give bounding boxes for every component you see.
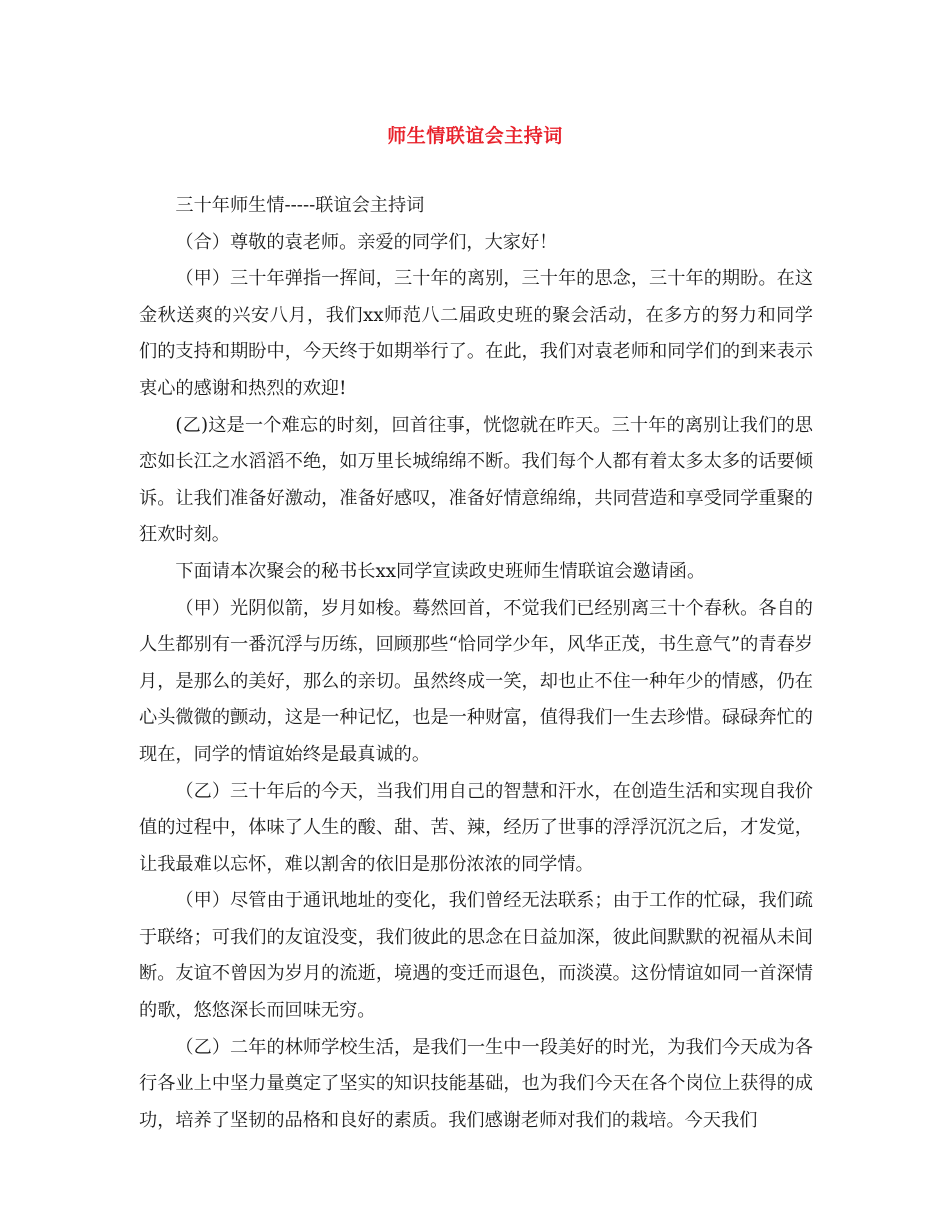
paragraph-greeting: （合）尊敬的袁老师。亲爱的同学们，大家好！ xyxy=(175,231,558,253)
document-title: 师生情联谊会主持词 xyxy=(387,125,563,147)
paragraph: (乙)这是一个难忘的时刻，回首往事，恍惚就在昨天。三十年的离别让我们的思恋如长江之水滔滔不绝，如万里长城绵绵不断。我们每个人都有着太多太多的话要倾诉。让我们准备好激动，准备好感叹，准备好情意绵绵，共同营造和享受同学重聚的狂欢时刻。 xyxy=(139,414,813,546)
document-body xyxy=(139,188,813,1139)
paragraph: （甲）尽管由于通讯地址的变化，我们曾经无法联系；由于工作的忙碌，我们疏于联络；可我们的友谊没变，我们彼此的思念在日益加深，彼此间默默的祝福从未间断。友谊不曾因为岁月的流逝，境遇的变迁而退色，而淡漠。这份情谊如同一首深情的歌，悠悠深长而回味无穷。 xyxy=(139,890,813,1022)
paragraph: （甲）三十年弹指一挥间，三十年的离别，三十年的思念，三十年的期盼。在这金秋送爽的兴安八月，我们xx师范八二届政史班的聚会活动，在多方的努力和同学们的支持和期盼中，今天终于如期举行了。在此，我们对袁老师和同学们的到来表示衷心的感谢和热烈的欢迎! xyxy=(139,268,813,399)
paragraph: 下面请本次聚会的秘书长xx同学宣读政史班师生情联谊会邀请函。 xyxy=(175,560,706,582)
paragraph: （乙）二年的林师学校生活，是我们一生中一段美好的时光，为我们今天成为各行各业上中坚力量奠定了坚实的知识技能基础，也为我们今天在各个岗位上获得的成功，培养了坚韧的品格和良好的素质。我们感谢老师对我们的栽培。今天我们 xyxy=(139,1036,813,1131)
paragraph: （甲）光阴似箭，岁月如梭。蓦然回首，不觉我们已经别离三十个春秋。各自的人生都别有一番沉浮与历练，回顾那些“恰同学少年，风华正茂，书生意气”的青春岁月，是那么的美好，那么的亲切。虽然终成一笑，却也止不住一种年少的情感，仍在心头微微的颤动，这是一种记忆，也是一种财富，值得我们一生去珍惜。碌碌奔忙的现在，同学的情谊始终是最真诚的。 xyxy=(139,597,813,765)
paragraph: （乙）三十年后的今天，当我们用自己的智慧和汗水，在创造生活和实现自我价值的过程中，体味了人生的酸、甜、苦、辣，经历了世事的浮浮沉沉之后，才发觉，让我最难以忘怀，难以割舍的依旧是那份浓浓的同学情。 xyxy=(139,780,813,875)
paragraph-subtitle: 三十年师生情-----联谊会主持词 xyxy=(175,195,425,216)
